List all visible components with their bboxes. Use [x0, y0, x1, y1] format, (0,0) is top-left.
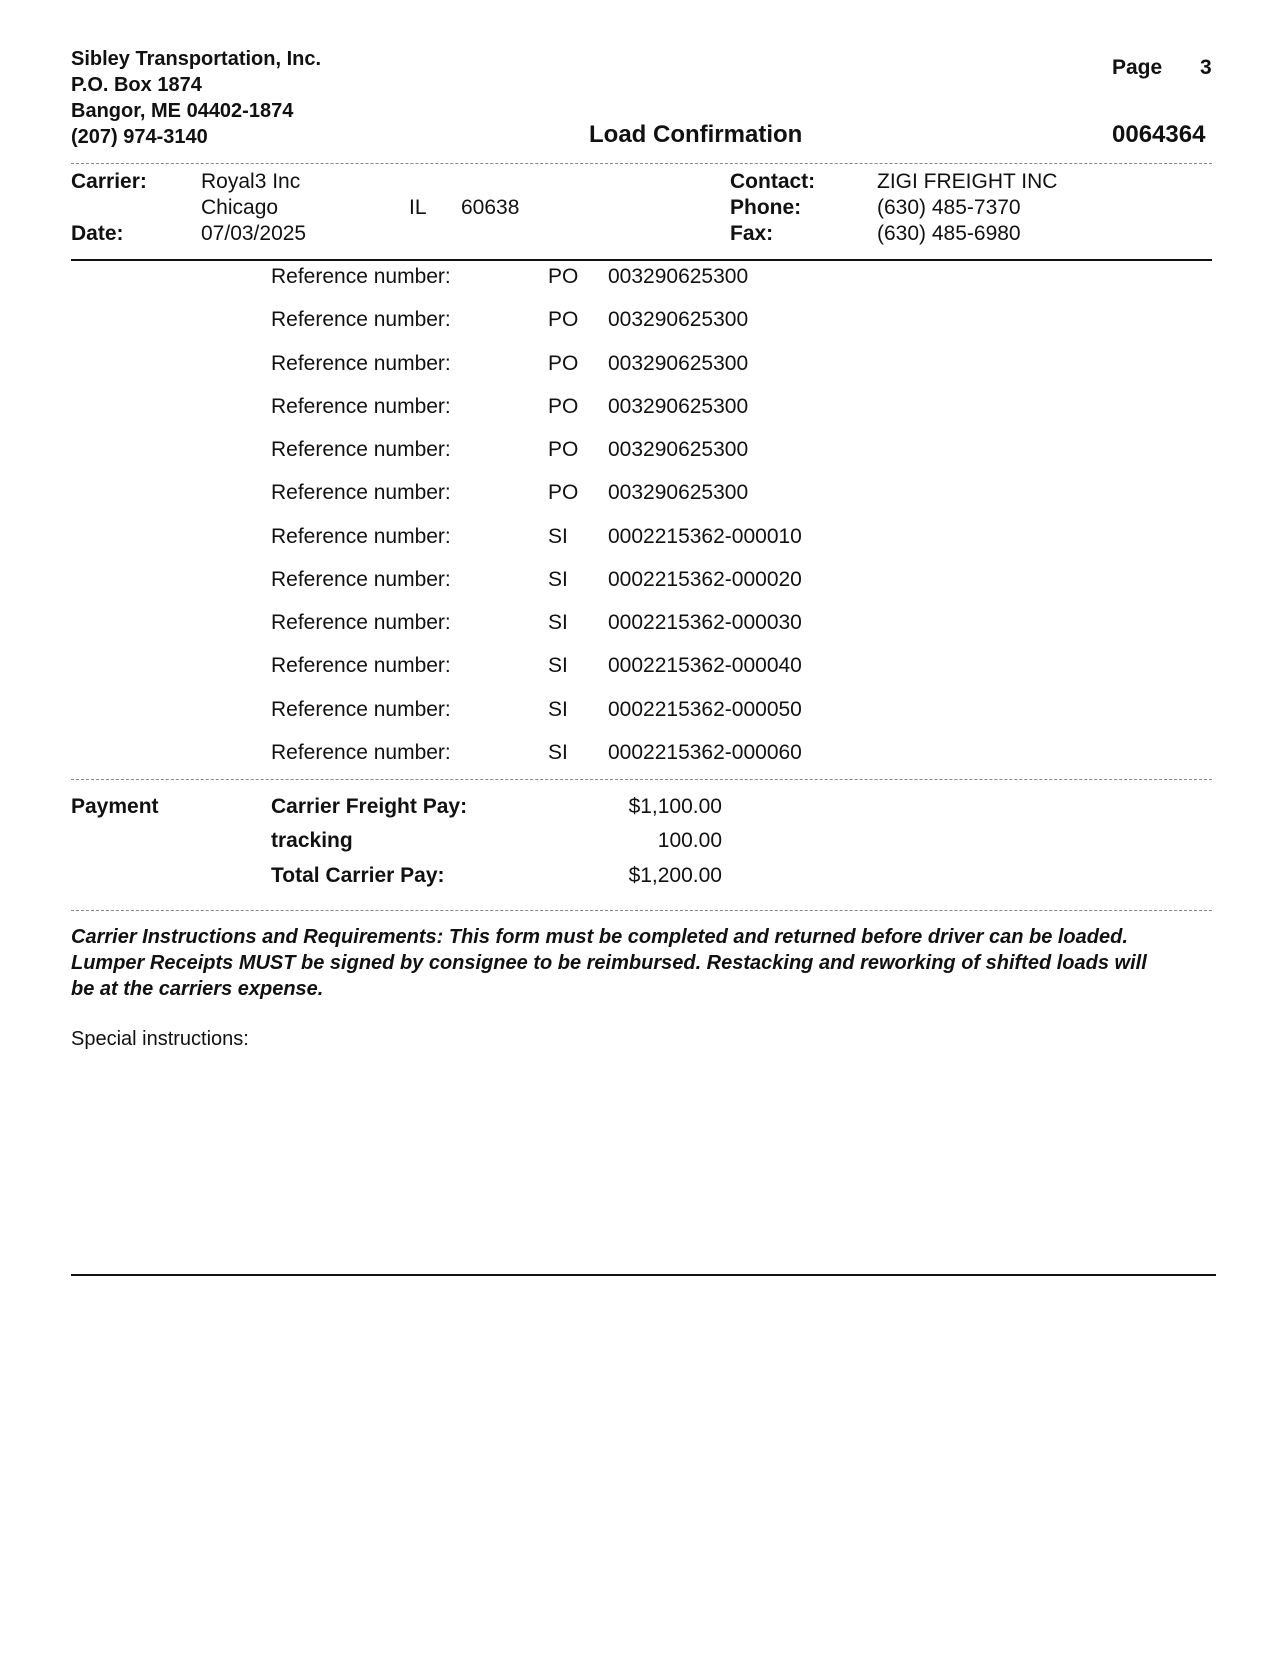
phone-value: (630) 485-7370	[877, 196, 1021, 219]
reference-type: SI	[548, 741, 568, 764]
payment-label: Payment	[71, 795, 159, 818]
freight-pay-label: Carrier Freight Pay:	[271, 795, 468, 818]
reference-type: PO	[548, 308, 579, 331]
carrier-name: Royal3 Inc	[201, 170, 301, 193]
reference-value: 0002215362-000020	[608, 568, 802, 591]
reference-label: Reference number:	[271, 525, 451, 548]
reference-value: 003290625300	[608, 352, 749, 375]
reference-type: PO	[548, 481, 579, 504]
reference-type: SI	[548, 525, 568, 548]
company-name: Sibley Transportation, Inc.	[71, 48, 322, 70]
carrier-state: IL	[409, 196, 427, 219]
signature-line	[71, 1274, 1216, 1276]
reference-label: Reference number:	[271, 438, 451, 461]
carrier-city: Chicago	[201, 196, 279, 219]
date-value: 07/03/2025	[201, 222, 307, 245]
phone-label: Phone:	[730, 196, 802, 219]
reference-label: Reference number:	[271, 395, 451, 418]
total-pay-amount: $1,200.00	[628, 864, 722, 887]
freight-pay-amount: $1,100.00	[628, 795, 722, 818]
company-phone: (207) 974-3140	[71, 126, 208, 148]
reference-value: 003290625300	[608, 265, 749, 288]
reference-type: SI	[548, 568, 568, 591]
date-label: Date:	[71, 222, 124, 245]
reference-value: 003290625300	[608, 438, 749, 461]
document-title: Load Confirmation	[589, 121, 803, 148]
carrier-instructions: Carrier Instructions and Requirements: This form must be completed and returned before driver can be loaded. Lumper Receipts MUST be signed by consignee to be reimbursed. Restacking and reworking of shifted loads will be at the carriers expense.	[71, 926, 1147, 1000]
fax-label: Fax:	[730, 222, 774, 245]
reference-value: 0002215362-000040	[608, 654, 802, 677]
company-address-line2: Bangor, ME 04402-1874	[71, 100, 294, 122]
payment-divider	[71, 910, 1212, 911]
header-divider	[71, 163, 1212, 164]
document-number: 0064364	[1112, 121, 1206, 148]
carrier-divider	[71, 259, 1212, 261]
reference-label: Reference number:	[271, 741, 451, 764]
reference-value: 003290625300	[608, 395, 749, 418]
reference-value: 003290625300	[608, 481, 749, 504]
reference-type: SI	[548, 698, 568, 721]
contact-label: Contact:	[730, 170, 816, 193]
reference-label: Reference number:	[271, 308, 451, 331]
reference-type: SI	[548, 611, 568, 634]
reference-label: Reference number:	[271, 352, 451, 375]
carrier-label: Carrier:	[71, 170, 147, 193]
reference-type: PO	[548, 352, 579, 375]
reference-value: 0002215362-000030	[608, 611, 802, 634]
tracking-amount: 100.00	[657, 829, 722, 852]
reference-label: Reference number:	[271, 481, 451, 504]
total-pay-label: Total Carrier Pay:	[271, 864, 445, 887]
reference-value: 0002215362-000050	[608, 698, 802, 721]
reference-type: PO	[548, 438, 579, 461]
fax-value: (630) 485-6980	[877, 222, 1021, 245]
tracking-label: tracking	[271, 829, 353, 852]
page-label: Page	[1112, 56, 1163, 79]
reference-value: 003290625300	[608, 308, 749, 331]
reference-label: Reference number:	[271, 654, 451, 677]
page-number: 3	[1200, 56, 1212, 79]
reference-value: 0002215362-000010	[608, 525, 802, 548]
special-instructions-label: Special instructions:	[71, 1028, 249, 1050]
reference-type: PO	[548, 265, 579, 288]
reference-value: 0002215362-000060	[608, 741, 802, 764]
carrier-zip: 60638	[461, 196, 520, 219]
reference-type: SI	[548, 654, 568, 677]
contact-value: ZIGI FREIGHT INC	[877, 170, 1058, 193]
reference-label: Reference number:	[271, 265, 451, 288]
references-divider	[71, 779, 1212, 780]
reference-type: PO	[548, 395, 579, 418]
reference-label: Reference number:	[271, 611, 451, 634]
company-address-line1: P.O. Box 1874	[71, 74, 202, 96]
reference-label: Reference number:	[271, 698, 451, 721]
reference-label: Reference number:	[271, 568, 451, 591]
